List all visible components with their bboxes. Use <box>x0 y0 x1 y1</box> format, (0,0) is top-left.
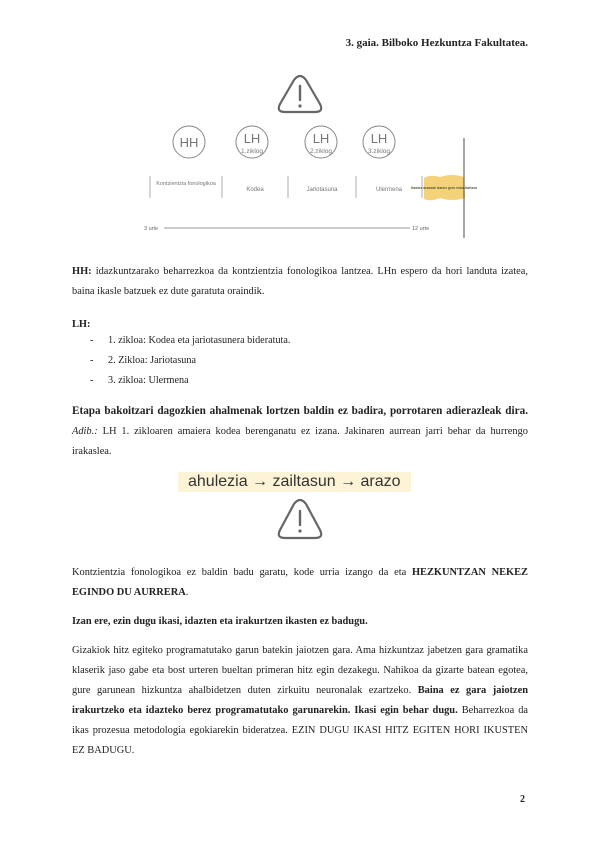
etapa-rest: LH 1. zikloaren amaiera kodea berenganatu ez izana. Jakinaren aurrean jarri behar da hurrengo irakaslea. <box>72 426 528 457</box>
etapa-bold: Etapa bakoitzari dagozkien ahalmenak lortzen baldin ez badira, porrotaren adierazleak dira. <box>72 405 528 417</box>
kontzientzia-bold: HEZKUNTZAN NEKEZ EGINDO DU AURRERA <box>72 567 528 598</box>
lh-list-item: - 3. zikloa: Ulermena <box>90 375 189 386</box>
hh-paragraph <box>72 262 528 302</box>
lh-item-text: 3. zikloa: Ulermena <box>108 375 189 386</box>
gizakiok-text-1: Gizakiok hitz egiteko programatutako garun batekin jaiotzen gara. Ama hizkuntzaz jabetzen gara gramatika klaserik jaso gabe eta bost urteren bueltan primeran hitz egin dezakegu. Nahikoa da gizarte batean egotea, gure garunean hizkuntza ahalbidetzen duten zirkuitu neuronalak ezartzeko. <box>72 645 528 696</box>
lh-item-text: 2. Zikloa: Jariotasuna <box>108 355 196 366</box>
lh-label: LH: <box>72 319 91 330</box>
gizakiok-text-2: Beharrezkoa da ikas prozesua metodologia egokiarekin bideratzea. EZIN DUGU IKASI HITZ EGITEN HORI IKUSTEN EZ BADUGU. <box>72 705 528 756</box>
kontzientzia-end: . <box>185 587 189 598</box>
stage-label-jariotasuna: Jariotasuna <box>306 187 338 193</box>
circle-abbr-lh3: LH <box>370 131 388 146</box>
page-number: 2 <box>520 794 525 805</box>
circle-abbr-lh1: LH <box>243 131 261 146</box>
hh-text: idazkuntzarako beharrezkoa da kontzientzia fonologikoa lantzea. LHn espero da hori landuta izatea, baina ikasle batzuek ez dute garatuta oraindik. <box>72 266 528 297</box>
hh-label: HH: <box>72 266 92 277</box>
etapa-paragraph <box>72 401 528 462</box>
timeline-end: 12 urte <box>412 226 430 232</box>
end-note-text: Ikaslea arazoak izanez gero esku-hartzea <box>411 186 477 190</box>
izan-paragraph: Izan ere, ezin dugu ikasi, idazten eta irakurtzen ikasten ez badugu. <box>72 616 368 627</box>
warning-icon <box>276 498 324 542</box>
stage-label-kontzientzia-text: Kontzientzia fonologikoa <box>156 181 216 187</box>
stage-circle-lh3 <box>363 126 395 158</box>
etapa-italic: Adib.: <box>72 426 98 437</box>
stage-circle-lh2 <box>305 126 337 158</box>
timeline-start: 3 urte <box>144 226 159 232</box>
stage-circle-lh1 <box>236 126 268 158</box>
timeline <box>144 226 429 232</box>
circle-sub-lh3: 3.ziklog <box>367 148 391 155</box>
header-title: 3. gaia. Bilboko Hezkuntza Fakultatea. <box>345 37 528 49</box>
end-note <box>411 175 477 200</box>
stage-label-kontzientzia <box>156 181 217 187</box>
stage-circle-hh <box>173 126 205 158</box>
gizakiok-bold: Baina ez gara jaiotzen irakurtzeko eta idazteko berez programatutako garunarekin. Ikasi egin behar dugu. <box>72 685 528 716</box>
gizakiok-paragraph <box>72 641 528 761</box>
stage-label-kodea: Kodea <box>246 187 264 193</box>
circle-sub-lh1: 1.ziklog <box>240 148 264 155</box>
literacy-stages-diagram <box>130 68 477 243</box>
lh-list-item: - 2. Zikloa: Jariotasuna <box>90 355 196 366</box>
circle-abbr-lh2: LH <box>312 131 330 146</box>
warning-icon <box>279 76 321 112</box>
circle-sub-lh2: 2.ziklog <box>309 148 333 155</box>
circle-abbr-hh: HH <box>179 135 199 150</box>
highlight-formula: ahulezia → zailtasun → arazo <box>178 472 411 492</box>
kontzientzia-paragraph <box>72 563 528 603</box>
stage-label-ulermena: Ulermena <box>375 187 403 193</box>
kontzientzia-text: Kontzientzia fonologikoa ez baldin badu garatu, kode urria izango da eta <box>72 567 412 578</box>
lh-list-item: - 1. zikloa: Kodea eta jariotasunera bideratuta. <box>90 335 291 346</box>
lh-item-text: 1. zikloa: Kodea eta jariotasunera bideratuta. <box>108 335 291 346</box>
